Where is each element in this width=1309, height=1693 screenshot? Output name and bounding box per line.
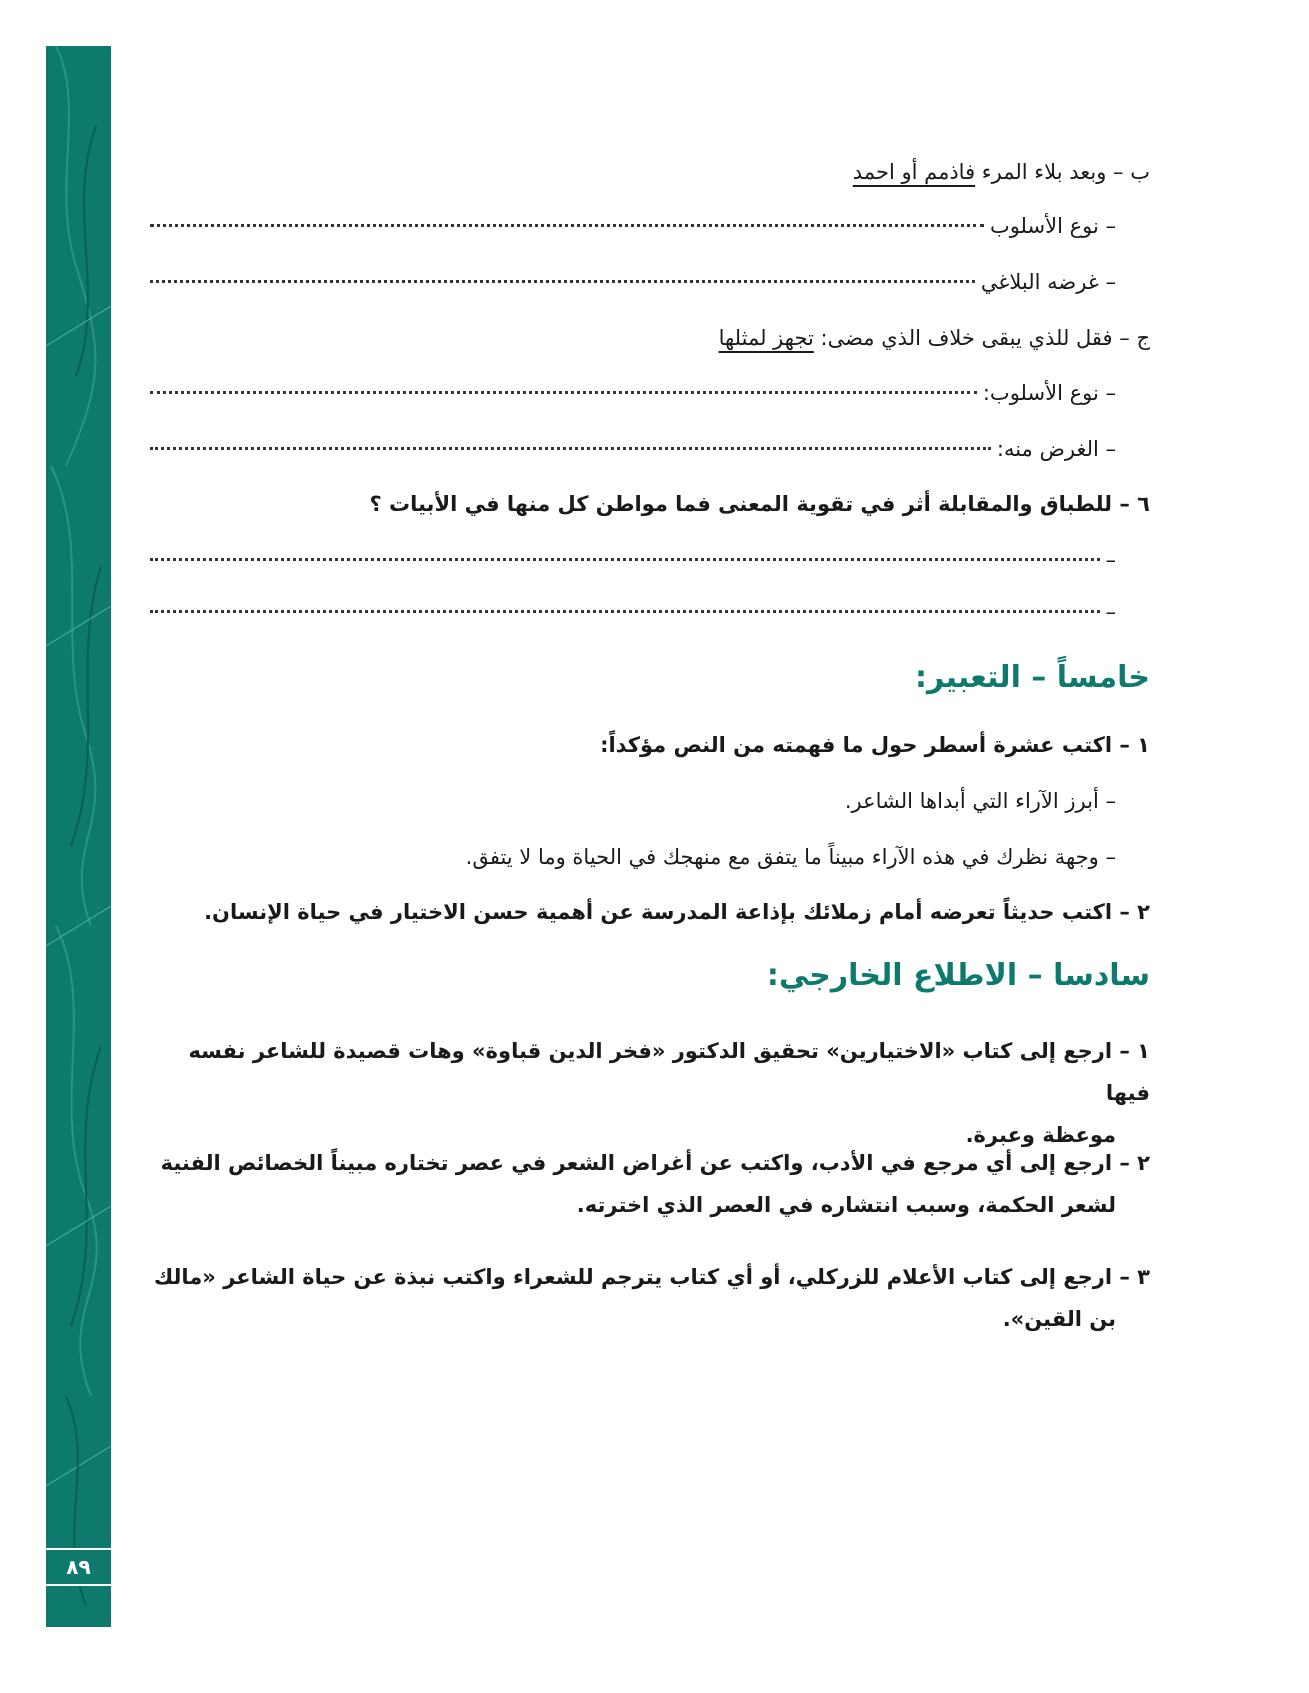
item-b-verse xyxy=(150,160,1150,184)
answer-dots[interactable] xyxy=(150,391,977,394)
section-6-item-1 xyxy=(150,1030,1150,1156)
answer-dash: – xyxy=(1105,600,1116,624)
answer-dots[interactable] xyxy=(150,280,975,283)
item-b-purpose-row xyxy=(150,270,1150,294)
question-6: ٦ – للطباق والمقابلة أثر في تقوية المعنى فما مواطن كل منها في الأبيات ؟ xyxy=(369,492,1150,516)
section-5-sub-1: – أبرز الآراء التي أبداها الشاعر. xyxy=(844,789,1116,813)
section-6-item-3 xyxy=(150,1256,1150,1340)
section-5-item-2: ٢ – اكتب حديثاً تعرضه أمام زملائك بإذاعة المدرسة عن أهمية حسن الاختيار في حياة الإنسان. xyxy=(204,900,1150,924)
item-b-style-row xyxy=(150,214,1150,238)
section-6-heading: سادسا – الاطلاع الخارجي: xyxy=(766,958,1150,993)
item-j-verse xyxy=(150,326,1150,350)
answer-dots[interactable] xyxy=(150,558,1100,561)
page-content xyxy=(150,0,1150,1693)
item-j-purpose-label: – الغرض منه: xyxy=(996,437,1116,461)
item-j-style-label: – نوع الأسلوب: xyxy=(982,381,1116,405)
item-b-underlined: فاذمم أو احمد xyxy=(852,160,976,184)
question-6-answer-2 xyxy=(150,600,1150,624)
page-number: ٨٩ xyxy=(46,1548,111,1586)
item-b-style-label: – نوع الأسلوب xyxy=(989,214,1116,238)
section-6-item-1-line-2: موعظة وعبرة. xyxy=(965,1123,1116,1147)
section-6-item-2 xyxy=(150,1142,1150,1226)
section-6-item-1-line-1: ١ – ارجع إلى كتاب «الاختيارين» تحقيق الدكتور «فخر الدين قباوة» وهات قصيدة للشاعر نفسه فيها xyxy=(188,1039,1150,1105)
decorative-side-strip xyxy=(46,46,111,1627)
section-6-item-2-line-1: ٢ – ارجع إلى أي مرجع في الأدب، واكتب عن أغراض الشعر في عصر تختاره مبيناً الخصائص الفنية xyxy=(160,1151,1150,1175)
item-j-underlined: تجهز لمثلها xyxy=(718,326,814,350)
section-5-sub-2: – وجهة نظرك في هذه الآراء مبيناً ما يتفق مع منهجك في الحياة وما لا يتفق. xyxy=(465,845,1116,869)
strip-pattern xyxy=(46,46,111,1627)
section-5-heading: خامساً – التعبير: xyxy=(914,660,1150,695)
item-j-purpose-row xyxy=(150,437,1150,461)
answer-dots[interactable] xyxy=(150,610,1100,613)
answer-dash: – xyxy=(1105,548,1116,572)
section-5-item-1: ١ – اكتب عشرة أسطر حول ما فهمته من النص مؤكداً: xyxy=(600,733,1150,757)
answer-dots[interactable] xyxy=(150,224,984,227)
item-b-purpose-label: – غرضه البلاغي xyxy=(980,270,1116,294)
item-j-prefix: ج – فقل للذي يبقى خلاف الذي مضى: xyxy=(813,326,1150,350)
section-6-item-2-line-2: لشعر الحكمة، وسبب انتشاره في العصر الذي اخترته. xyxy=(576,1193,1116,1217)
question-6-answer-1 xyxy=(150,548,1150,572)
section-6-item-3-line-1: ٣ – ارجع إلى كتاب الأعلام للزركلي، أو أي كتاب يترجم للشعراء واكتب نبذة عن حياة الشاعر «مالك xyxy=(153,1265,1150,1289)
item-j-style-row xyxy=(150,381,1150,405)
section-6-item-3-line-2: بن القين». xyxy=(1002,1307,1116,1331)
answer-dots[interactable] xyxy=(150,447,991,450)
item-b-prefix: ب – وبعد بلاء المرء xyxy=(975,160,1150,184)
